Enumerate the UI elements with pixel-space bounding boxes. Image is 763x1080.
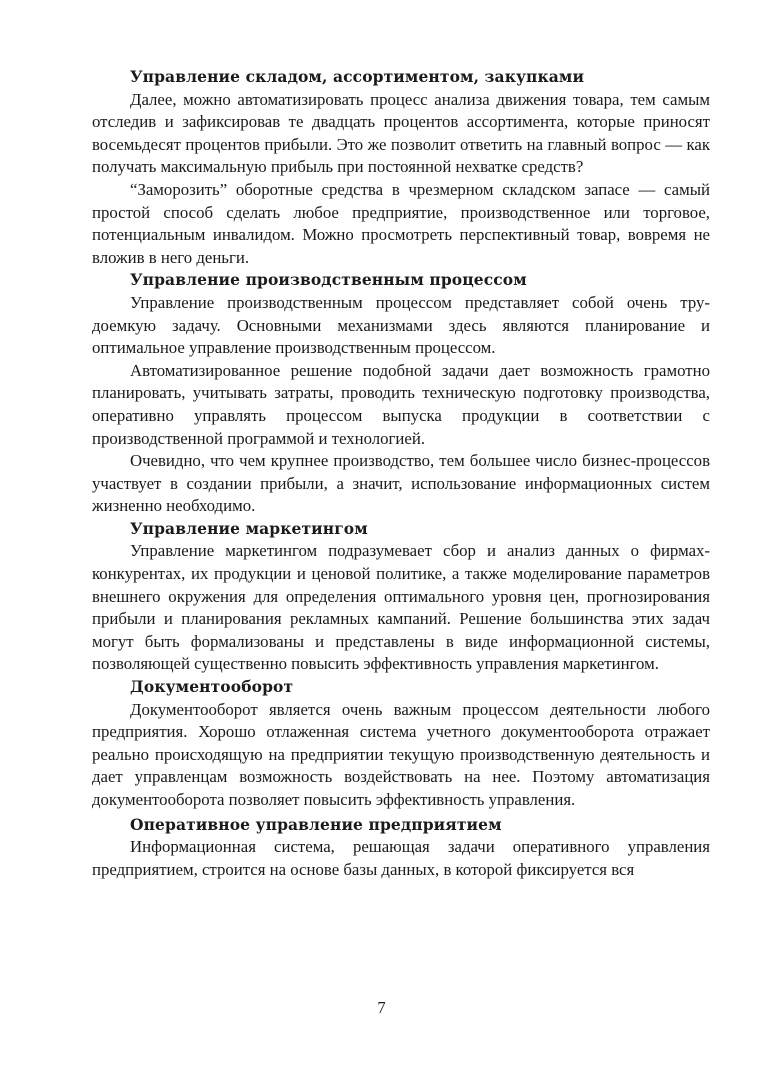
section-warehouse (92, 66, 710, 269)
section-heading: Оперативное управление предприятием (130, 814, 502, 834)
section-heading: Документооборот (130, 677, 294, 697)
paragraph: Документооборот является очень важным процессом деятельности любого предприятия. Хорошо отлаженная система учетного документооборота отражает реально происходящую на предприятии текущую производственную деятельность и дает управленцам возможность воздействовать на нее. Поэтому автоматизация документооборота позволяет повысить эффективность управления. (92, 699, 710, 809)
section-heading: Управление производственным процессом (130, 270, 527, 290)
section-marketing (92, 518, 710, 676)
section-heading: Управление маркетингом (130, 518, 368, 538)
section-document-flow (92, 676, 710, 812)
paragraph: Далее, можно автоматизировать процесс анализа движения товара, тем самым отследив и зафиксировав те двадцать процентов ассортимента, которые приносят восемьдесят процентов прибыли. Это же позволит ответить на главный вопрос — как получать максимальную прибыль при постоянной нехватке средств? (92, 89, 710, 177)
section-heading: Управление складом, ассортиментом, закупками (130, 67, 585, 86)
paragraph: Управление маркетингом подразумевает сбор и анализ данных о фирмах-конкурентах, их продукции и ценовой политике, а также моделирование параметров внешнего окружения для определения оптимального уровня цен, прогнозирования прибыли и планирования рекламных кампаний. Решение большинства этих задач могут быть формализованы и представлены в виде информационной системы, позволяющей существенно повысить эффективность управления маркетингом. (92, 541, 710, 674)
paragraph: Очевидно, что чем крупнее производство, тем большее число бизнес-процессов участвует в создании прибыли, а значит, использование информационных систем жизненно необходимо. (92, 451, 710, 516)
paragraph: Управление производственным процессом представляет собой очень трудоемкую задачу. Основными механизмами здесь являются планирование и оптимальное управление производственным процессом. (92, 292, 710, 358)
paragraph: “Заморозить” оборотные средства в чрезмерном складском запасе — самый простой способ сделать любое предприятие, производственное или торговое, потенциальным инвалидом. Можно просмотреть перспективный товар, вовремя не вложив в него деньги. (92, 179, 710, 267)
paragraph: Автоматизированное решение подобной задачи дает возможность грамотно планировать, учитывать затраты, проводить техническую подготовку производства, оперативно управлять процессом выпуска продукции в соответствии с производственной программой и технологией. (92, 360, 710, 448)
page-body (92, 66, 710, 881)
page-number: 7 (377, 998, 386, 1017)
section-production (92, 269, 710, 518)
paragraph: Информационная система, решающая задачи оперативного управления предприятием, строится на основе базы данных, в которой фиксируется вся (92, 837, 710, 879)
section-operational-management (92, 814, 710, 882)
